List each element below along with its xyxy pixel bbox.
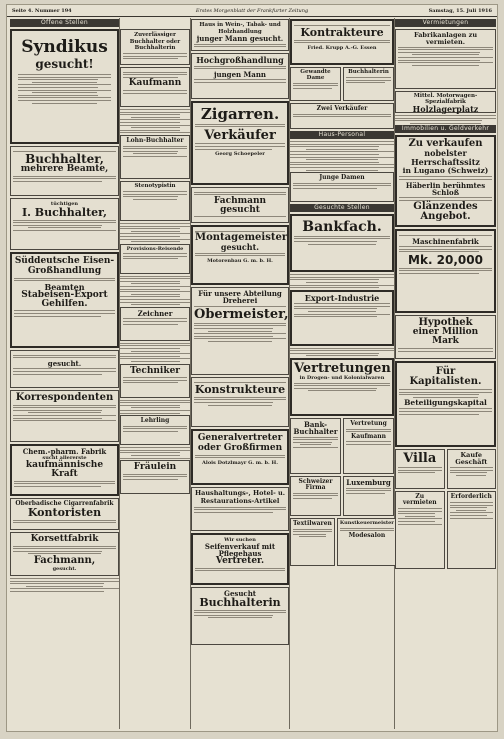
ad-title: gesucht. (47, 358, 82, 368)
ad-title: nobelster Herrschaftssitz (411, 148, 480, 168)
ad-title: Mittel. Motorwagen-Spezialfabrik (413, 93, 478, 105)
newspaper-page (6, 4, 498, 732)
ad-title: Fabrikanlagen zu vermieten. (413, 31, 478, 46)
ad-zu-vermieten (395, 491, 445, 569)
ad-title: Korsettfabrik (30, 534, 99, 544)
ad-title: Gewandte Dame (300, 69, 331, 81)
ad-erster-buchhalter (10, 198, 119, 250)
ad-subtitle: gesucht! (35, 57, 94, 71)
issue-date: Samstag, 15. Juli 1916 (428, 8, 492, 14)
page-number: Seite 4. Nummer 194 (12, 8, 72, 14)
ad-title: Haushaltungs-, Hotel- u. Restaurations-Artikel (194, 489, 286, 505)
column-5 (395, 19, 496, 727)
ad-title: Fachmann, (33, 554, 96, 566)
ad-title: Montagemeister (195, 232, 288, 244)
ad-konstrukteure (191, 377, 289, 427)
ad-line: Modesalon (348, 531, 386, 539)
ad-title: Kunstkeuermeister (339, 520, 394, 527)
ad-zeichner (120, 307, 190, 341)
ad-title: Zeichner (137, 308, 173, 318)
section-heading: Haus-Personal (290, 131, 394, 139)
ad-signature: Alois Dotzlmayr G. m. b. H. (202, 459, 278, 466)
ad-title: Provisions-Reisende (126, 245, 184, 252)
ad-title: Lohn-Buchhalter (126, 136, 184, 144)
ad-techniker (120, 364, 190, 398)
ad-title: Stenotypistin (134, 182, 176, 189)
ad-title: Hochgroßhandlung (196, 55, 284, 65)
ad-cigarrenfabrik (10, 498, 119, 530)
ad-eisen-grosshandlung (10, 252, 119, 348)
ad-pretitle: Wir suchen (224, 537, 256, 543)
ad-subtitle: in Lugano (Schweiz) (402, 166, 489, 176)
ad-hypothek (395, 315, 496, 359)
ad-subtitle: gesucht. (52, 565, 77, 572)
ad-buchhalterin-gesucht (191, 587, 289, 645)
ad-title: Fachmann gesucht (213, 195, 267, 215)
ad-pretitle: Zu verkaufen (408, 138, 483, 150)
section-heading: Vermietungen (395, 19, 496, 27)
ad-reisende (120, 244, 190, 274)
ad-kapitalisten (395, 361, 496, 447)
ad-subtitle: Holzlagerplatz (412, 104, 479, 114)
ad-title: Buchhalter, (25, 152, 104, 167)
ad-schweizer-firma (290, 476, 341, 516)
ad-line: Glänzendes Angebot. (413, 201, 478, 223)
ad-subtitle: in Drogen- und Kolonialwaren (299, 375, 385, 382)
ad-line: sucht allererste (42, 455, 87, 461)
ad-fabrikanlagen (395, 29, 496, 89)
ad-obermeister (191, 287, 289, 375)
ad-bankfach (290, 214, 394, 272)
ad-signature: Motorenbau G. m. b. H. (207, 257, 273, 264)
ad-junge-damen (290, 172, 394, 202)
section-heading: Immobilien u. Geldverkehr (395, 125, 496, 133)
ad-title: Villa (403, 451, 437, 467)
ad-title: Export-Industrie (304, 292, 380, 303)
section-heading: Gesuchte Stellen (290, 204, 394, 212)
ad-fachmann (191, 187, 289, 223)
ad-title: Für Kapitalisten. (409, 366, 482, 388)
ad-title: Techniker (129, 365, 181, 376)
ad-line: Gehilfen. (41, 298, 88, 309)
masthead: Erstes Morgenblatt der Frankfurter Zeitung (195, 8, 309, 14)
running-head (7, 5, 497, 17)
ad-stenotypistin (120, 181, 190, 221)
ad-title: Haus in Wein-, Tabak- und Holzhandlung (199, 22, 281, 35)
ad-seifenverkauf (191, 533, 289, 585)
ad-line: Beamten (44, 281, 85, 292)
ad-title: Kaufe Geschäft (455, 451, 488, 466)
ad-title: Zigarren. (200, 105, 280, 123)
ad-title: Maschinenfabrik (412, 236, 479, 246)
ad-maschinenfabrik (395, 229, 496, 313)
ad-title: Hypothek (418, 317, 473, 329)
ad-line: jungen Mann (213, 69, 267, 79)
ad-kaufe-geschaeft (447, 449, 497, 489)
ad-title: Chem.-pharm. Fabrik (22, 447, 107, 456)
ad-title: Bank-Buchhalter (293, 420, 338, 437)
ad-title: Luxemburg (346, 478, 391, 488)
ad-title: Kaufmann (128, 78, 182, 89)
ad-title: Erforderlich (450, 493, 492, 501)
ad-title: Süddeutsche Eisen-Großhandlung (14, 256, 115, 276)
ad-motorwagen (395, 91, 496, 113)
ad-title: I. Buchhalter, (21, 206, 107, 219)
ad-zigarren (191, 101, 289, 185)
ad-syndikus (10, 29, 119, 144)
ad-buchhalter (10, 146, 119, 196)
ad-zwei-verkaeufer (290, 103, 394, 129)
ad-herrschaftssitz (395, 135, 496, 227)
ad-bank-buchhalter (290, 418, 341, 474)
ad-hochgrosshandlung (191, 53, 289, 99)
ad-title: Zwei Verkäufer (316, 105, 368, 112)
ad-fraeulein (120, 460, 190, 494)
ad-price: Mk. 20,000 (408, 252, 483, 267)
ad-weinhandlung (191, 19, 289, 51)
ad-title: Korrespondenten (15, 392, 114, 403)
ad-lehrling (120, 415, 190, 445)
ad-villa (395, 449, 445, 489)
ad-line: Häberlin berühmtes Schloß (405, 180, 486, 197)
ad-signature: Georg Schoepeler (215, 151, 265, 158)
ad-title: Fräulein (133, 462, 177, 473)
ad-line: Stabeisen-Export (21, 289, 108, 300)
ad-haushaltungs (191, 487, 289, 531)
ad-line: kaufmännische Kraft (25, 460, 104, 479)
ad-signature: Fried. Krupp A.-G. Essen (307, 44, 377, 51)
ad-subtitle: Beteiligungskapital (404, 398, 487, 408)
ad-montagemeister (191, 225, 289, 285)
column-4 (290, 19, 394, 727)
ad-title: Kontoristen (27, 506, 102, 519)
ad-korsettfabrik (10, 532, 119, 576)
ad-title: Vertretungen (294, 361, 391, 377)
ad-subtitle: gesucht. (220, 242, 260, 253)
ad-title: Kontrakteure (300, 26, 384, 40)
ad-kunstkeuermeister (337, 518, 397, 566)
ad-subtitle: junger Mann gesucht. (196, 34, 284, 43)
ad-title: Buchhalterin (199, 596, 281, 609)
ad-pretitle: tüchtigen (50, 201, 79, 207)
ad-title: Zu vermieten (402, 493, 437, 507)
ad-buchhalterin (120, 29, 190, 65)
column-2 (120, 19, 190, 727)
ad-title: Zuverlässiger Buchhalter oder Buchhalterin (129, 32, 181, 51)
ad-title: Lehrling (140, 417, 170, 425)
ad-generalvertreter (191, 429, 289, 485)
ad-kaufmann-2 (120, 67, 190, 107)
ad-subtitle: Vertreter. (215, 556, 265, 566)
ad-kontrakteure (290, 19, 394, 65)
ad-buchhalterin-2 (343, 67, 394, 101)
ad-title: Oberbadische Cigarrenfabrik (15, 500, 114, 507)
ad-subtitle: Verkäufer (204, 127, 276, 143)
ad-lohn-buchhalter (120, 135, 190, 179)
ad-line: Kaufmann (350, 432, 386, 440)
ad-vertretungen (290, 358, 394, 416)
ad-subtitle: einer Million Mark (412, 327, 479, 347)
ad-korrespondenten (10, 390, 119, 442)
ad-kaufmann (10, 350, 119, 388)
ad-title: Konstrukteure (194, 383, 286, 397)
ad-pretitle: Für unsere Abteilung Dreherei (198, 289, 282, 305)
ad-title: Buchhalterin (348, 69, 389, 75)
section-heading: Offene Stellen (10, 19, 119, 27)
ad-title: Junge Damen (319, 174, 365, 182)
column-3 (191, 19, 289, 727)
ad-title: Generalvertreter oder Großfirmen (197, 433, 283, 453)
ad-title: Textilwaren (293, 520, 332, 528)
ad-subtitle: mehrere Beamte, (20, 164, 109, 175)
ad-title: Syndikus (21, 37, 108, 57)
ad-gewandte-dame (290, 67, 341, 101)
ad-pretitle: Gesucht (223, 589, 257, 598)
ad-title: Schweizer Firma (298, 478, 333, 492)
ad-chem-fabrik (10, 444, 119, 496)
ad-erforderlich (447, 491, 497, 569)
column-1 (10, 19, 119, 727)
ad-title: Seifenverkauf mit Pflegehaus (204, 542, 276, 558)
ad-textilwaren (290, 518, 335, 566)
ad-vertretung (343, 418, 394, 474)
ad-luxemburg (343, 476, 394, 516)
ad-title: Obermeister, (194, 307, 289, 323)
ad-title: Vertretung (350, 420, 387, 428)
ad-title: Bankfach. (302, 219, 382, 236)
ad-body (14, 74, 115, 104)
ad-export-industrie (290, 290, 394, 346)
